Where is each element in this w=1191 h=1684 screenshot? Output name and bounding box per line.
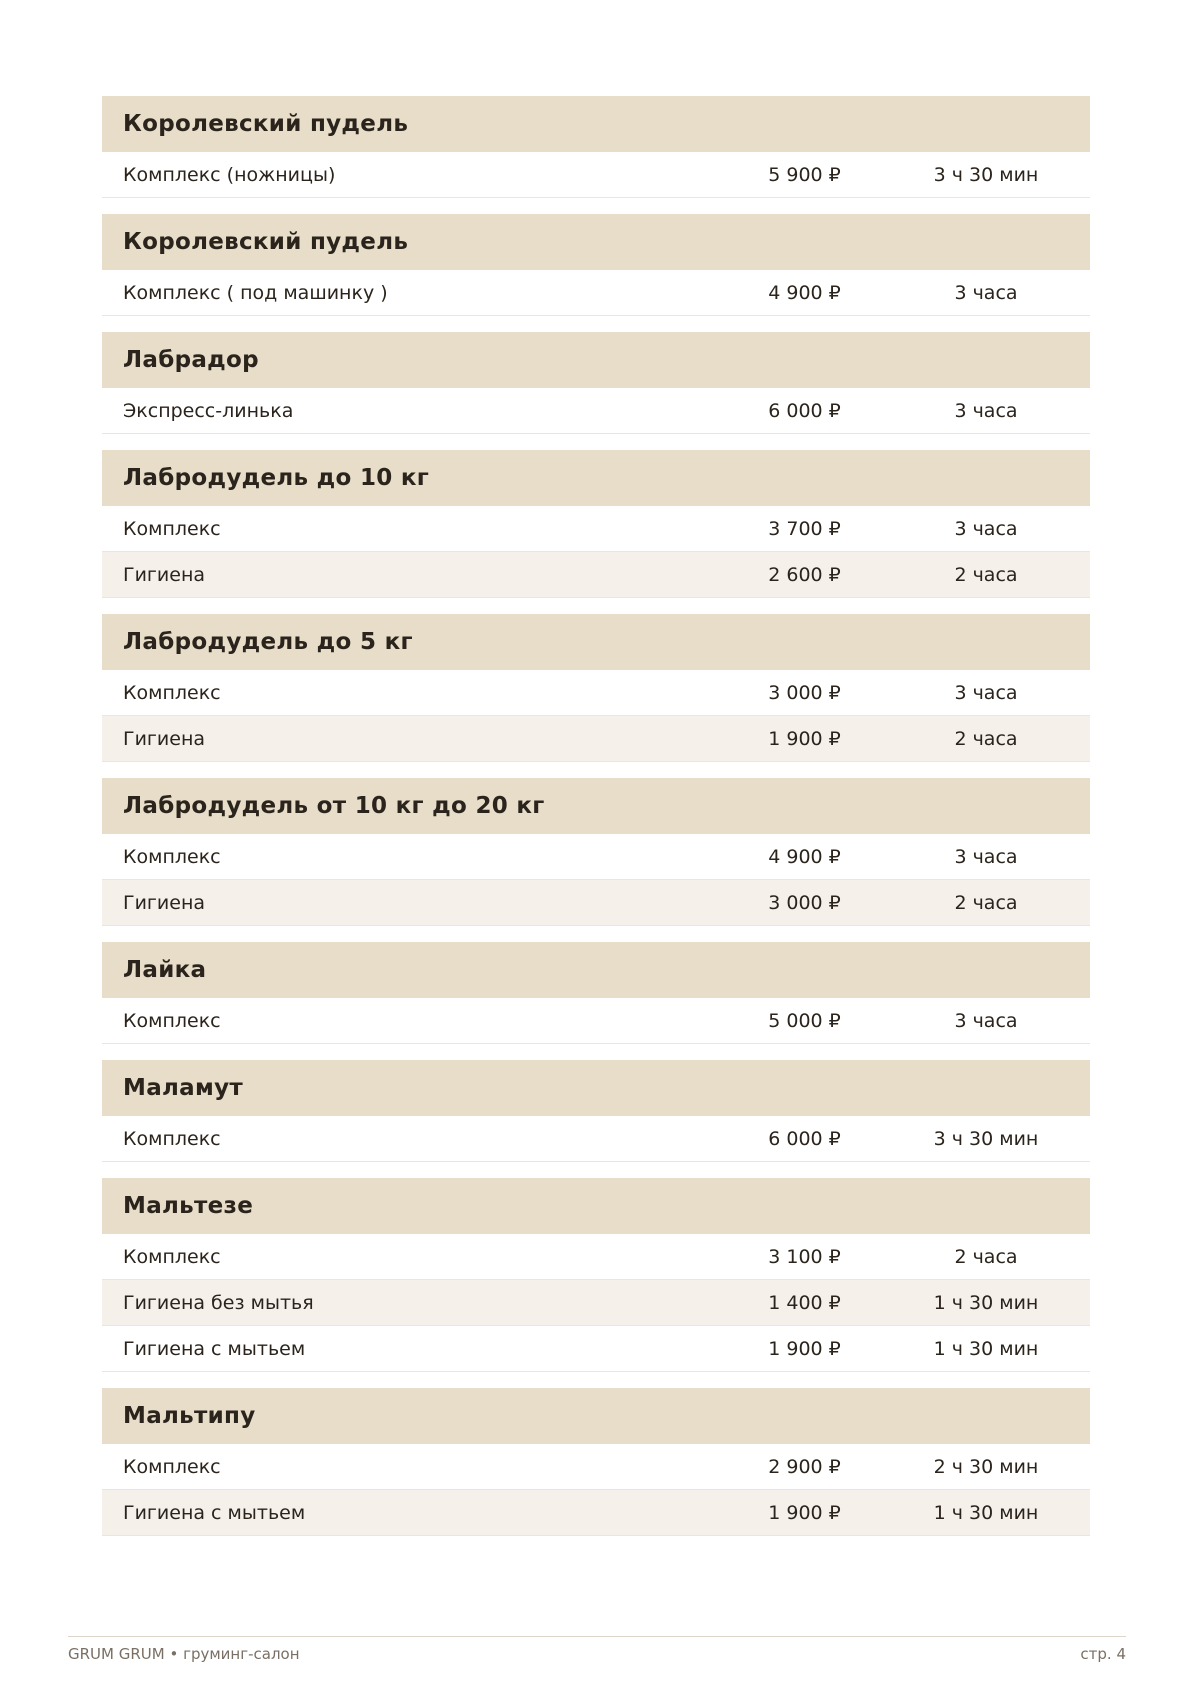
service-price: 6 000 ₽	[768, 1127, 841, 1150]
service-duration: 2 ч 30 мин	[933, 1455, 1039, 1478]
breed-title: Королевский пудель	[102, 96, 1090, 152]
service-duration: 3 часа	[954, 1009, 1018, 1032]
service-duration: 2 часа	[954, 727, 1018, 750]
service-row	[102, 1326, 1090, 1372]
footer-divider	[68, 1636, 1126, 1637]
breed-title: Королевский пудель	[102, 214, 1090, 270]
footer-salon-name: GRUM GRUM • груминг-салон	[68, 1645, 300, 1663]
service-row	[102, 270, 1090, 316]
service-duration: 3 часа	[954, 681, 1018, 704]
service-name: Комплекс	[123, 517, 221, 540]
service-duration: 1 ч 30 мин	[933, 1501, 1039, 1524]
service-price: 1 400 ₽	[768, 1291, 841, 1314]
service-name: Комплекс	[123, 1127, 221, 1150]
service-name: Комплекс	[123, 681, 221, 704]
service-price: 1 900 ₽	[768, 1337, 841, 1360]
service-price: 5 000 ₽	[768, 1009, 841, 1032]
service-price: 1 900 ₽	[768, 1501, 841, 1524]
service-row	[102, 1280, 1090, 1326]
service-row	[102, 1234, 1090, 1280]
service-name: Комплекс	[123, 1245, 221, 1268]
service-price: 2 600 ₽	[768, 563, 841, 586]
service-row	[102, 716, 1090, 762]
breed-title: Маламут	[102, 1060, 1090, 1116]
service-price: 3 000 ₽	[768, 681, 841, 704]
service-row	[102, 552, 1090, 598]
service-name: Комплекс	[123, 845, 221, 868]
service-row	[102, 1116, 1090, 1162]
breed-group	[102, 778, 1090, 926]
service-duration: 2 часа	[954, 891, 1018, 914]
service-duration: 1 ч 30 мин	[933, 1291, 1039, 1314]
service-price: 4 900 ₽	[768, 845, 841, 868]
footer-page-number: стр. 4	[1080, 1645, 1126, 1663]
breed-group	[102, 96, 1090, 198]
service-price: 4 900 ₽	[768, 281, 841, 304]
service-row	[102, 152, 1090, 198]
service-price: 3 100 ₽	[768, 1245, 841, 1268]
service-duration: 3 часа	[954, 845, 1018, 868]
price-list	[102, 96, 1090, 1552]
breed-title: Лабродудель от 10 кг до 20 кг	[102, 778, 1090, 834]
service-duration: 3 ч 30 мин	[933, 1127, 1039, 1150]
breed-group	[102, 332, 1090, 434]
breed-group	[102, 942, 1090, 1044]
service-duration: 3 часа	[954, 517, 1018, 540]
breed-title: Лайка	[102, 942, 1090, 998]
service-name: Комплекс	[123, 1009, 221, 1032]
breed-group	[102, 214, 1090, 316]
breed-title: Лабродудель до 5 кг	[102, 614, 1090, 670]
service-row	[102, 1490, 1090, 1536]
service-row	[102, 998, 1090, 1044]
service-duration: 3 часа	[954, 281, 1018, 304]
service-name: Комплекс	[123, 1455, 221, 1478]
service-name: Гигиена	[123, 727, 206, 750]
service-row	[102, 1444, 1090, 1490]
service-row	[102, 880, 1090, 926]
service-duration: 2 часа	[954, 1245, 1018, 1268]
service-duration: 3 часа	[954, 399, 1018, 422]
service-name: Гигиена	[123, 891, 206, 914]
breed-group	[102, 1178, 1090, 1372]
service-row	[102, 834, 1090, 880]
breed-group	[102, 450, 1090, 598]
breed-group	[102, 614, 1090, 762]
service-duration: 3 ч 30 мин	[933, 163, 1039, 186]
service-name: Комплекс (ножницы)	[123, 163, 336, 186]
service-name: Комплекс ( под машинку )	[123, 281, 388, 304]
service-price: 6 000 ₽	[768, 399, 841, 422]
service-price: 2 900 ₽	[768, 1455, 841, 1478]
service-row	[102, 670, 1090, 716]
service-price: 3 700 ₽	[768, 517, 841, 540]
service-price: 1 900 ₽	[768, 727, 841, 750]
service-name: Гигиена с мытьем	[123, 1501, 306, 1524]
breed-group	[102, 1060, 1090, 1162]
breed-title: Лабрадор	[102, 332, 1090, 388]
service-duration: 1 ч 30 мин	[933, 1337, 1039, 1360]
breed-title: Мальтезе	[102, 1178, 1090, 1234]
service-name: Гигиена	[123, 563, 206, 586]
service-name: Гигиена с мытьем	[123, 1337, 306, 1360]
service-row	[102, 388, 1090, 434]
service-name: Гигиена без мытья	[123, 1291, 314, 1314]
breed-title: Лабродудель до 10 кг	[102, 450, 1090, 506]
breed-title: Мальтипу	[102, 1388, 1090, 1444]
breed-group	[102, 1388, 1090, 1536]
service-row	[102, 506, 1090, 552]
service-duration: 2 часа	[954, 563, 1018, 586]
service-price: 3 000 ₽	[768, 891, 841, 914]
service-price: 5 900 ₽	[768, 163, 841, 186]
service-name: Экспресс-линька	[123, 399, 294, 422]
